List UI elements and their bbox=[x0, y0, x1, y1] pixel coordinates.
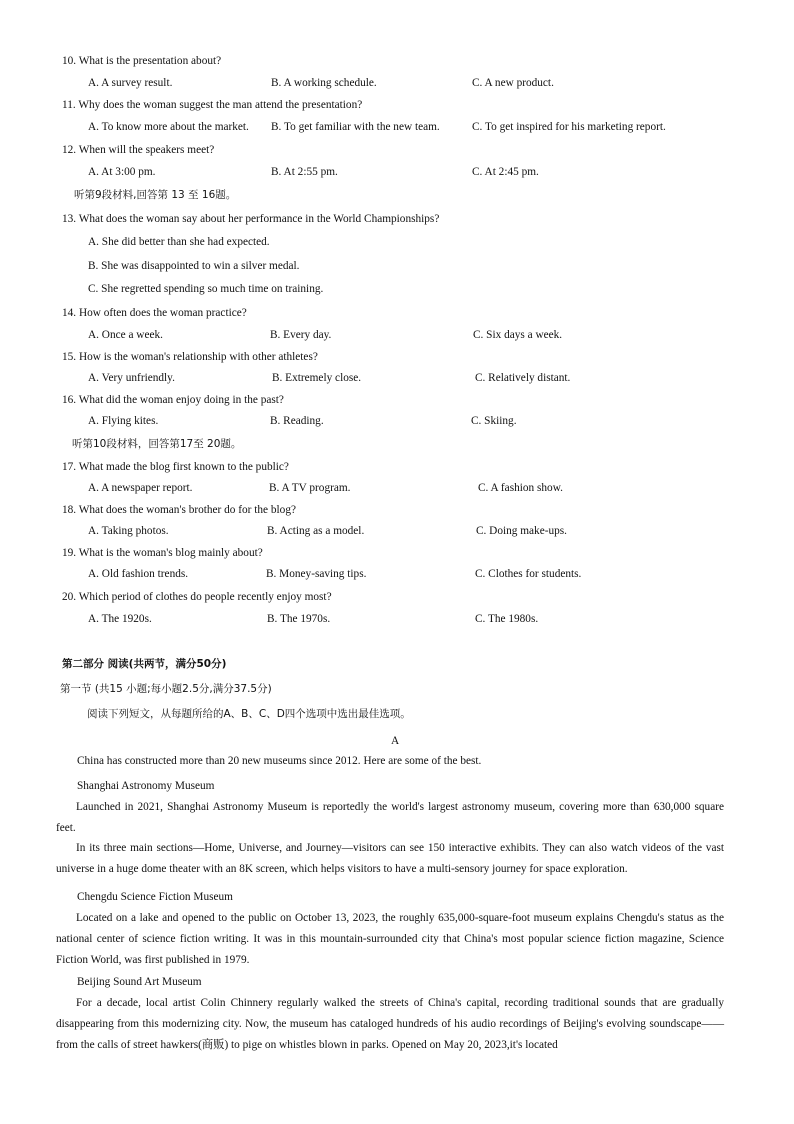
question-15: 15. How is the woman's relationship with other athletes? bbox=[62, 351, 318, 363]
q11-option-c: C. To get inspired for his marketing report. bbox=[472, 121, 666, 133]
museum-title-shanghai: Shanghai Astronomy Museum bbox=[77, 780, 215, 792]
shanghai-paragraph-2: In its three main sections—Home, Universe, and Journey—visitors can see 150 interactive exhibits. They can also watch videos of the vast universe in a huge dome theater with an 8K screen, which helps visitors to have a multi-sensory journey for space exploration. bbox=[56, 842, 724, 875]
q20-option-b: B. The 1970s. bbox=[267, 613, 331, 625]
q16-option-c: C. Skiing. bbox=[471, 415, 517, 427]
question-12: 12. When will the speakers meet? bbox=[62, 144, 215, 156]
q19-option-b: B. Money-saving tips. bbox=[266, 568, 367, 580]
q17-option-b: B. A TV program. bbox=[269, 482, 351, 494]
section-one-title: 第一节 (共15 小题;每小题2.5分,满分37.5分) bbox=[60, 683, 272, 695]
beijing-paragraph-1: For a decade, local artist Colin Chinnery regularly walked the streets of China's capital, recording traditional sounds that are gradually disappearing from this modernizing city. Now, the museum has cataloged hundreds of his audio recordings of Beijing's evolving soundscape——from the calls of street hawkers(商贩) to pige on whistles blown in parks. Opened on May 20, 2023,it's located bbox=[56, 997, 724, 1051]
part-two-title: 第二部分 阅读(共两节，满分50分) bbox=[62, 658, 227, 670]
q13-option-b: B. She was disappointed to win a silver medal. bbox=[88, 260, 300, 272]
q10-option-b: B. A working schedule. bbox=[271, 77, 377, 89]
q10-option-a: A. A survey result. bbox=[88, 77, 173, 89]
q11-option-a: A. To know more about the market. bbox=[88, 121, 249, 133]
q17-option-a: A. A newspaper report. bbox=[88, 482, 193, 494]
q16-option-a: A. Flying kites. bbox=[88, 415, 159, 427]
question-10: 10. What is the presentation about? bbox=[62, 55, 222, 67]
q20-option-a: A. The 1920s. bbox=[88, 613, 152, 625]
q15-option-b: B. Extremely close. bbox=[272, 372, 362, 384]
q20-option-c: C. The 1980s. bbox=[475, 613, 539, 625]
question-13: 13. What does the woman say about her performance in the World Championships? bbox=[62, 213, 440, 225]
q18-option-b: B. Acting as a model. bbox=[267, 525, 365, 537]
question-11: 11. Why does the woman suggest the man attend the presentation? bbox=[62, 99, 363, 111]
museum-title-beijing: Beijing Sound Art Museum bbox=[77, 976, 202, 988]
q15-option-a: A. Very unfriendly. bbox=[88, 372, 175, 384]
question-14: 14. How often does the woman practice? bbox=[62, 307, 247, 319]
q17-option-c: C. A fashion show. bbox=[478, 482, 563, 494]
question-16: 16. What did the woman enjoy doing in the past? bbox=[62, 394, 284, 406]
q12-option-c: C. At 2:45 pm. bbox=[472, 166, 539, 178]
chengdu-paragraph-1: Located on a lake and opened to the public on October 13, 2023, the roughly 635,000-square-foot museum explains Chengdu's status as the national center of science fiction writing. It was in this mountain-surrounded city that China's most popular science fiction magazine, Science Fiction World, was first published in 1979. bbox=[56, 912, 724, 966]
material-10-instruction: 听第10段材料，回答第17至 20题。 bbox=[72, 438, 242, 450]
question-17: 17. What made the blog first known to the public? bbox=[62, 461, 289, 473]
q14-option-a: A. Once a week. bbox=[88, 329, 163, 341]
q15-option-c: C. Relatively distant. bbox=[475, 372, 571, 384]
passage-label: A bbox=[391, 735, 400, 747]
question-18: 18. What does the woman's brother do for the blog? bbox=[62, 504, 296, 516]
q10-option-c: C. A new product. bbox=[472, 77, 554, 89]
material-9-instruction: 听第9段材料,回答第 13 至 16题。 bbox=[74, 189, 237, 201]
q14-option-b: B. Every day. bbox=[270, 329, 332, 341]
q19-option-a: A. Old fashion trends. bbox=[88, 568, 189, 580]
question-20: 20. Which period of clothes do people recently enjoy most? bbox=[62, 591, 332, 603]
q13-option-a: A. She did better than she had expected. bbox=[88, 236, 270, 248]
q14-option-c: C. Six days a week. bbox=[473, 329, 563, 341]
q12-option-a: A. At 3:00 pm. bbox=[88, 166, 156, 178]
q18-option-c: C. Doing make-ups. bbox=[476, 525, 567, 537]
reading-instruction: 阅读下列短文，从每题所给的A、B、C、D四个选项中选出最佳选项。 bbox=[87, 708, 411, 720]
passage-intro: China has constructed more than 20 new museums since 2012. Here are some of the best. bbox=[77, 755, 482, 767]
q19-option-c: C. Clothes for students. bbox=[475, 568, 582, 580]
q18-option-a: A. Taking photos. bbox=[88, 525, 169, 537]
question-19: 19. What is the woman's blog mainly about? bbox=[62, 547, 263, 559]
museum-title-chengdu: Chengdu Science Fiction Museum bbox=[77, 891, 233, 903]
q11-option-b: B. To get familiar with the new team. bbox=[271, 121, 440, 133]
q16-option-b: B. Reading. bbox=[270, 415, 324, 427]
q12-option-b: B. At 2:55 pm. bbox=[271, 166, 338, 178]
q13-option-c: C. She regretted spending so much time on training. bbox=[88, 283, 324, 295]
shanghai-paragraph-1: Launched in 2021, Shanghai Astronomy Museum is reportedly the world's largest astronomy museum, covering more than 630,000 square feet. bbox=[56, 801, 724, 834]
